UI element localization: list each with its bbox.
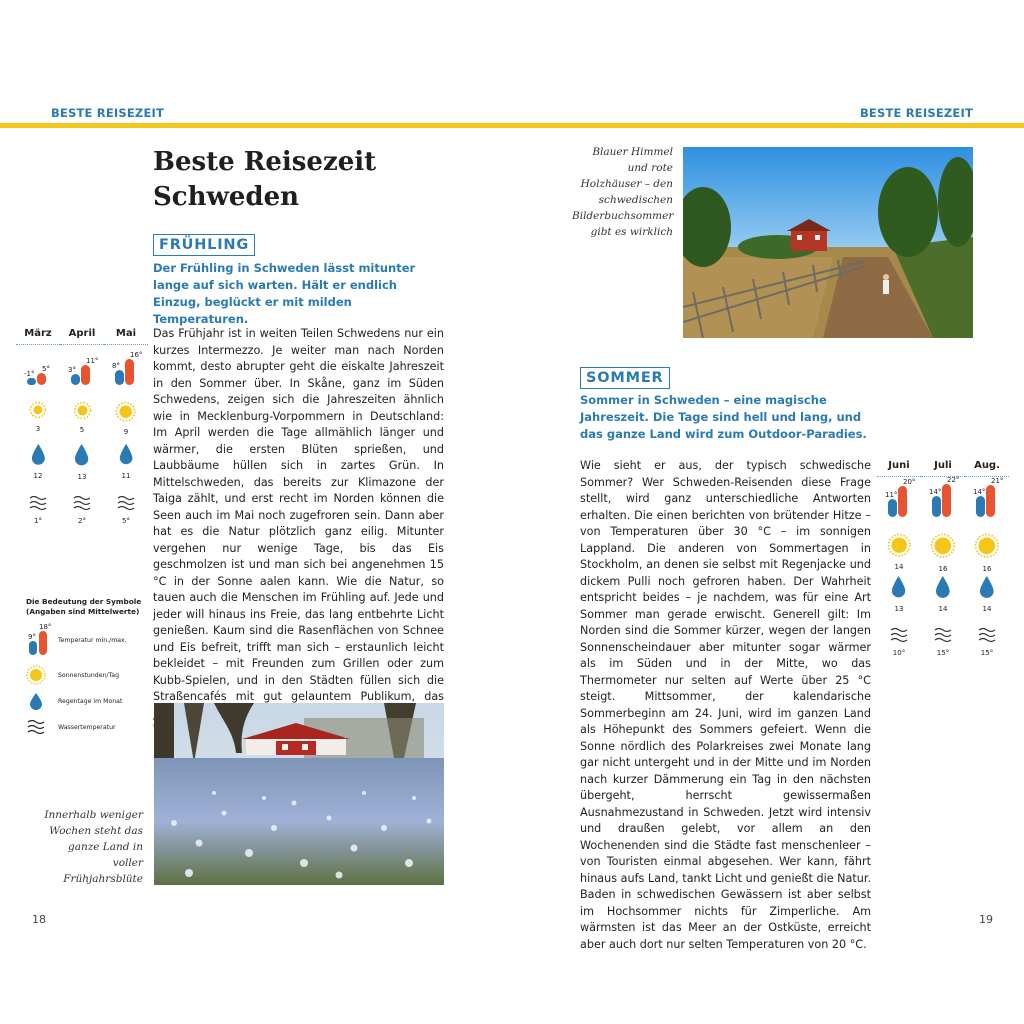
sun-icon bbox=[930, 533, 956, 563]
sun-icon bbox=[115, 401, 136, 426]
raindrop-icon bbox=[30, 443, 47, 470]
raindrop-icon bbox=[73, 443, 90, 471]
raindrop-icon bbox=[890, 575, 907, 603]
month-label: Mai bbox=[115, 328, 137, 339]
temperature-bars bbox=[921, 475, 965, 533]
month-label: Juli bbox=[934, 460, 952, 471]
climate-column bbox=[104, 328, 148, 535]
summer-photo bbox=[683, 147, 973, 338]
month-label: Aug. bbox=[974, 460, 1000, 471]
raindrop-icon bbox=[978, 575, 996, 603]
month-label: März bbox=[24, 328, 52, 339]
spring-photo-caption: Innerhalb weniger Wochen steht das ganze Land in voller Frühjahrsblüte bbox=[44, 809, 143, 885]
rain-days-value: 11 bbox=[121, 471, 131, 480]
sun-hours-value: 9 bbox=[123, 428, 129, 437]
rain-days-value: 14 bbox=[982, 605, 992, 614]
page-number-left: 18 bbox=[32, 913, 46, 926]
water-temp-value: 10° bbox=[892, 649, 906, 657]
temp-min-bar bbox=[115, 370, 124, 385]
sun-hours-value: 16 bbox=[938, 564, 948, 573]
temp-min-label: 8° bbox=[112, 361, 120, 370]
legend-row-rain bbox=[26, 691, 122, 711]
water-temp-value: 2° bbox=[78, 517, 86, 525]
red-house-landscape-image bbox=[683, 147, 973, 338]
raindrop-icon bbox=[118, 443, 134, 470]
legend-row-water bbox=[26, 717, 116, 737]
temp-max-bar bbox=[986, 485, 995, 517]
legend-row-temp bbox=[26, 623, 127, 657]
temp-min-bar bbox=[888, 499, 897, 517]
temp-min-bar bbox=[27, 378, 36, 385]
symbol-legend bbox=[26, 597, 146, 731]
section-label-spring: FRÜHLING bbox=[153, 234, 255, 256]
thermometer-icon: 9° 18° bbox=[26, 623, 50, 657]
page-number-right: 19 bbox=[979, 913, 993, 926]
climate-table-summer bbox=[877, 460, 1009, 667]
sun-icon bbox=[29, 401, 47, 423]
legend-row-sun bbox=[26, 665, 119, 685]
temp-max-label: 21° bbox=[991, 476, 1004, 485]
raindrop-icon bbox=[26, 691, 50, 711]
water-temp-value: 15° bbox=[936, 649, 950, 657]
sun-hours-value: 16 bbox=[982, 564, 992, 573]
legend-temp-label: Temperatur min./max. bbox=[58, 636, 127, 644]
water-temp-value: 1° bbox=[34, 517, 42, 525]
header-rule bbox=[0, 123, 1024, 128]
temp-min-bar bbox=[932, 496, 941, 517]
temp-max-label: 22° bbox=[947, 475, 960, 484]
legend-sun-label: Sonnenstunden/Tag bbox=[58, 671, 119, 679]
section-label-summer: SOMMER bbox=[580, 367, 670, 389]
spring-photo bbox=[154, 703, 444, 885]
rain-days-value: 12 bbox=[33, 472, 43, 481]
temp-max-bar bbox=[125, 359, 134, 385]
temp-min-bar bbox=[976, 496, 985, 517]
running-header-left: BESTE REISEZEIT bbox=[51, 106, 165, 120]
temp-min-label: 14° bbox=[929, 488, 942, 497]
temp-min-label: 3° bbox=[68, 366, 76, 375]
temp-max-bar bbox=[81, 365, 90, 385]
summer-body-text: Wie sieht er aus, der typisch schwedische Sommer? Wer Schweden-Reisenden diese Frage stellt, wird ganz unterschiedliche Antworten erhalten. Die einen berichten von brütender Hitze – von Temperaturen über 30 °C – im sonnigen Lappland. Die anderen von Sommertagen in Stockholm, an denen sie selbst mit Regenjacke und dickem Pulli noch gefroren haben. Der Wahrheit entspricht beides – je nachdem, was für eine Art Sommer man gerade erwischt. Generell gilt: Im Norden sind die Sommer kürzer, wegen der langen Sonnenscheindauer aber mitunter sogar wärmer als im Süden und in der Mitte, wo das Thermometer nur selten auf Werte über 25 °C steigt. Mittsommer, der kalendarische Sommerbeginn am 24. Juni, wird im ganzen Land als Höhepunkt des Sommers gefeiert. Wenn die Sonne nördlich des Polarkreises zwei Monate lang gar nicht untergeht und in der Mitte und im Norden nach kurzer Dämmerung ein Tag in den nächsten übergeht, herrscht gewissermaßen Ausnahmezustand in Schweden. Jetzt wird intensiv und draußen gelebt, vor allem an den Wochenenden sind die Städte fast menschenleer – von Touristen einmal abgesehen. Wer kann, fährt hinaus aufs Land, tankt Licht und genießt die Natur. Baden in schwedischen Gewässern ist aber selbst im Hochsommer nichts für Zimperliche. Am wärmsten ist das Meer an der Ostküste, erreicht aber auch dort nur selten Temperaturen von 20 °C. bbox=[580, 459, 871, 951]
sun-hours-value: 5 bbox=[79, 426, 85, 434]
running-header-right: BESTE REISEZEIT bbox=[859, 106, 973, 120]
climate-column bbox=[16, 328, 60, 535]
temp-max-bar bbox=[898, 486, 907, 517]
wave-icon bbox=[116, 495, 136, 515]
temp-min-bar bbox=[71, 374, 80, 385]
summer-lead: Sommer in Schweden – eine magische Jahreszeit. Die Tage sind hell und lang, und das ganze Land wird zum Outdoor-Paradies. bbox=[580, 393, 867, 441]
legend-title: Die Bedeutung der Symbole (Angaben sind Mittelwerte) bbox=[26, 597, 142, 616]
wave-icon bbox=[977, 627, 997, 647]
title-line-1: Beste Reisezeit bbox=[153, 147, 377, 177]
rain-days-value: 13 bbox=[77, 472, 87, 481]
sun-icon bbox=[887, 533, 911, 561]
climate-table-spring bbox=[16, 328, 148, 535]
wave-icon bbox=[933, 627, 953, 647]
temp-max-bar bbox=[37, 373, 46, 385]
temperature-bars bbox=[16, 351, 60, 401]
spring-lead: Der Frühling in Schweden lässt mitunter lange auf sich warten. Hält er endlich Einzug, beglückt er mit milden Temperaturen. bbox=[153, 261, 416, 326]
summer-photo-caption: Blauer Himmel und rote Holzhäuser – den schwedischen Bilderbuchsommer gibt es wirklich bbox=[572, 146, 674, 238]
temp-min-label: 14° bbox=[973, 488, 986, 497]
wave-icon bbox=[889, 627, 909, 647]
temp-max-bar bbox=[942, 484, 951, 518]
temp-max-label: 16° bbox=[130, 351, 143, 359]
sun-hours-value: 3 bbox=[35, 424, 41, 433]
flower-meadow-image bbox=[154, 703, 444, 885]
temperature-bars bbox=[877, 478, 921, 533]
climate-column bbox=[921, 460, 965, 667]
rain-days-value: 14 bbox=[938, 605, 948, 614]
wave-icon bbox=[72, 495, 92, 515]
raindrop-icon bbox=[934, 575, 952, 603]
water-temp-value: 5° bbox=[122, 517, 130, 525]
climate-column bbox=[60, 328, 104, 535]
climate-column bbox=[965, 460, 1009, 667]
wave-icon bbox=[26, 717, 50, 737]
page-title bbox=[153, 145, 453, 215]
temp-min-label: 11° bbox=[885, 491, 898, 500]
temp-min-label: -1° bbox=[24, 369, 35, 378]
temperature-bars bbox=[104, 351, 148, 401]
sun-icon bbox=[26, 665, 50, 685]
title-line-2: Schweden bbox=[153, 182, 300, 212]
temperature-bars bbox=[965, 476, 1009, 533]
water-temp-value: 15° bbox=[980, 649, 994, 657]
sun-hours-value: 14 bbox=[894, 563, 904, 572]
rain-days-value: 13 bbox=[894, 604, 904, 613]
legend-rain-label: Regentage im Monat bbox=[58, 697, 123, 705]
climate-column bbox=[877, 460, 921, 667]
sun-icon bbox=[73, 401, 92, 424]
month-label: Juni bbox=[888, 460, 910, 471]
legend-water-label: Wassertemperatur bbox=[58, 723, 116, 731]
sun-icon bbox=[974, 533, 1000, 563]
wave-icon bbox=[28, 495, 48, 515]
month-label: April bbox=[68, 328, 96, 339]
temperature-bars bbox=[60, 351, 104, 401]
temp-max-label: 20° bbox=[903, 478, 916, 486]
spring-body-text: Das Frühjahr ist in weiten Teilen Schwedens nur ein kurzes Intermezzo. Je weiter man nach Norden kommt, desto abrupter geht die eiskalte Jahreszeit in den Sommer über. In Skåne, ganz im Süden Schwedens, zeigen sich die Jahreszeiten ähnlich wie in Mecklenburg-Vorpommern in Deutschland: Im April werden die Tage allmählich länger und wärmer, die ersten Blüten sprießen, und Laubbäume hüllen sich in zartes Grün. In Mittelschweden, das bereits zur Klimazone der Taiga zählt, und erst recht im Norden können die Seen auch im Mai noch zugefroren sein. Dann aber hat es die Natur plötzlich ganz eilig. Mitunter vergehen nur wenige Tage, bis das Eis geschmolzen ist und man sich bei angenehmen 15 °C in der Sonne aalen kann. Wie die Natur, so tauen auch die Menschen im Frühling auf. Jede und jeder will hinaus ins Freie, das lang entbehrte Licht genießen. Kaum sind die Rasenflächen von Schnee und Eis befreit, trifft man sich – erstaunlich leicht bekleidet – mit Freunden zum Grillen oder zum Kubb-Spielen, und in den Städten füllen sich die Straßencafés mit gut gelauntem Publikum, das bbox=[153, 327, 444, 703]
temp-max-label: 5° bbox=[42, 364, 50, 373]
temp-max-label: 11° bbox=[86, 357, 99, 366]
